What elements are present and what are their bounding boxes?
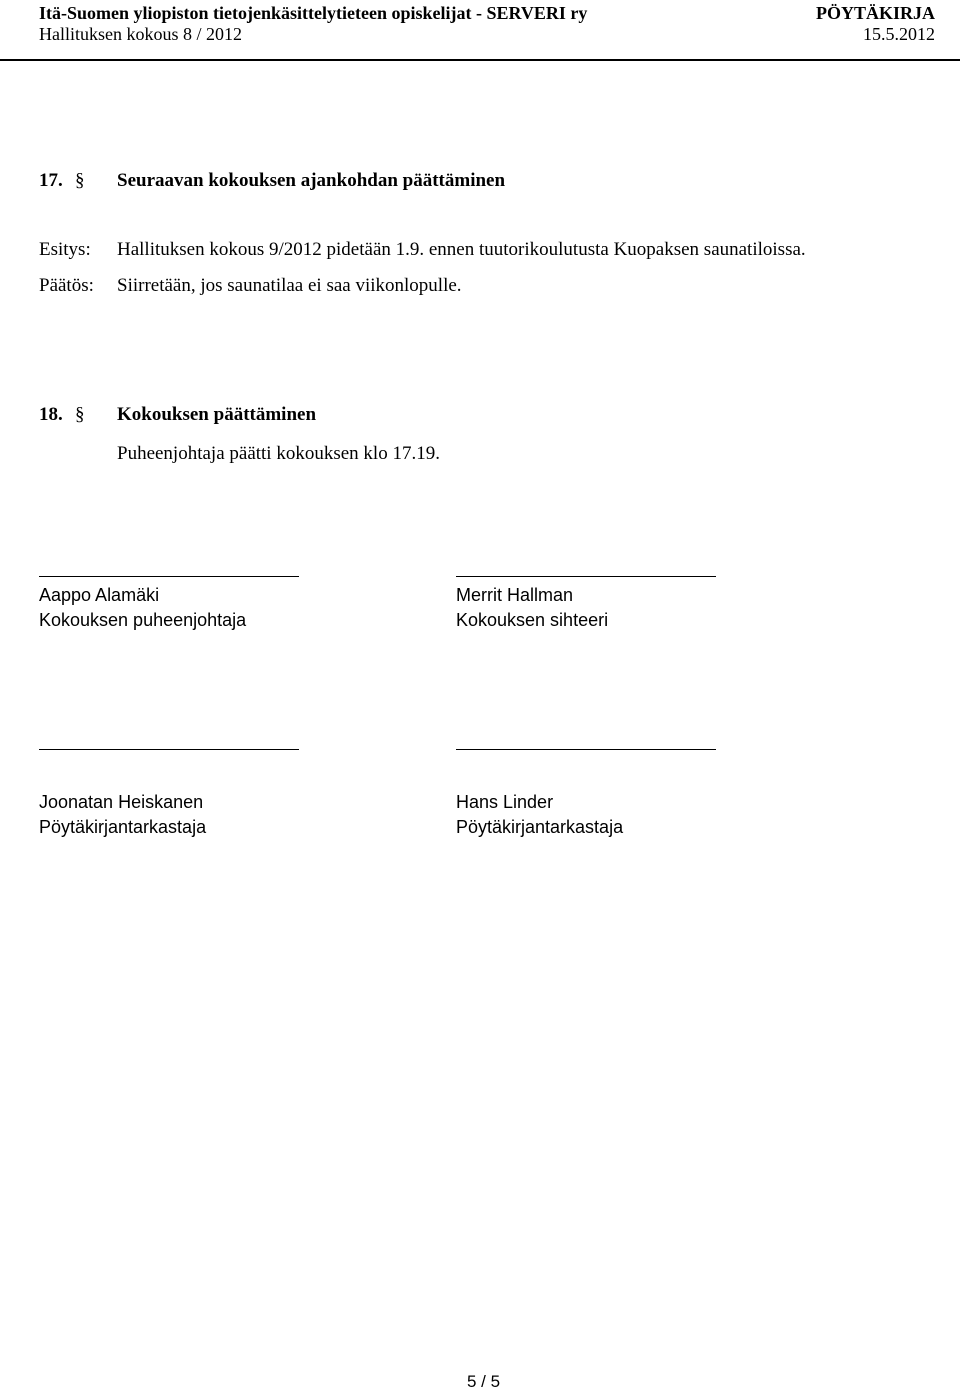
signature-secretary-role: Kokouksen sihteeri — [456, 610, 609, 630]
section-18-text: Puheenjohtaja päätti kokouksen klo 17.19. — [117, 443, 440, 464]
signature-line-checker-2 — [456, 749, 716, 750]
section-18-title: Kokouksen päättäminen — [117, 404, 317, 425]
header-document-type: PÖYTÄKIRJA — [815, 3, 935, 23]
section-17-number: 17. — [39, 170, 63, 191]
signature-chair-name: Aappo Alamäki — [39, 585, 160, 605]
page-number: 5 / 5 — [467, 1372, 501, 1391]
paatos-text: Siirretään, jos saunatilaa ei saa viikonlopulle. — [117, 275, 462, 296]
header-meeting: Hallituksen kokous 8 / 2012 — [39, 24, 242, 44]
signature-chair-role: Kokouksen puheenjohtaja — [39, 610, 247, 630]
signature-line-checker-1 — [39, 749, 299, 750]
section-17-symbol: § — [75, 170, 85, 191]
signature-checker-2-role: Pöytäkirjantarkastaja — [456, 817, 624, 837]
signature-line-chair — [39, 576, 299, 577]
section-18-number: 18. — [39, 404, 63, 425]
header-rule — [0, 59, 960, 61]
signature-checker-1-role: Pöytäkirjantarkastaja — [39, 817, 207, 837]
header-date: 15.5.2012 — [863, 24, 935, 44]
section-17-title: Seuraavan kokouksen ajankohdan päättäminen — [117, 170, 506, 191]
signature-line-secretary — [456, 576, 716, 577]
signature-checker-2-name: Hans Linder — [456, 792, 554, 812]
section-18-symbol: § — [75, 404, 85, 425]
paatos-label: Päätös: — [39, 275, 94, 296]
header-organization: Itä-Suomen yliopiston tietojenkäsittelytieteen opiskelijat - SERVERI ry — [39, 3, 588, 23]
signature-checker-1-name: Joonatan Heiskanen — [39, 792, 204, 812]
esitys-label: Esitys: — [39, 239, 91, 260]
esitys-text: Hallituksen kokous 9/2012 pidetään 1.9. ennen tuutorikoulutusta Kuopaksen saunatiloissa. — [117, 239, 806, 260]
signature-secretary-name: Merrit Hallman — [456, 585, 574, 605]
